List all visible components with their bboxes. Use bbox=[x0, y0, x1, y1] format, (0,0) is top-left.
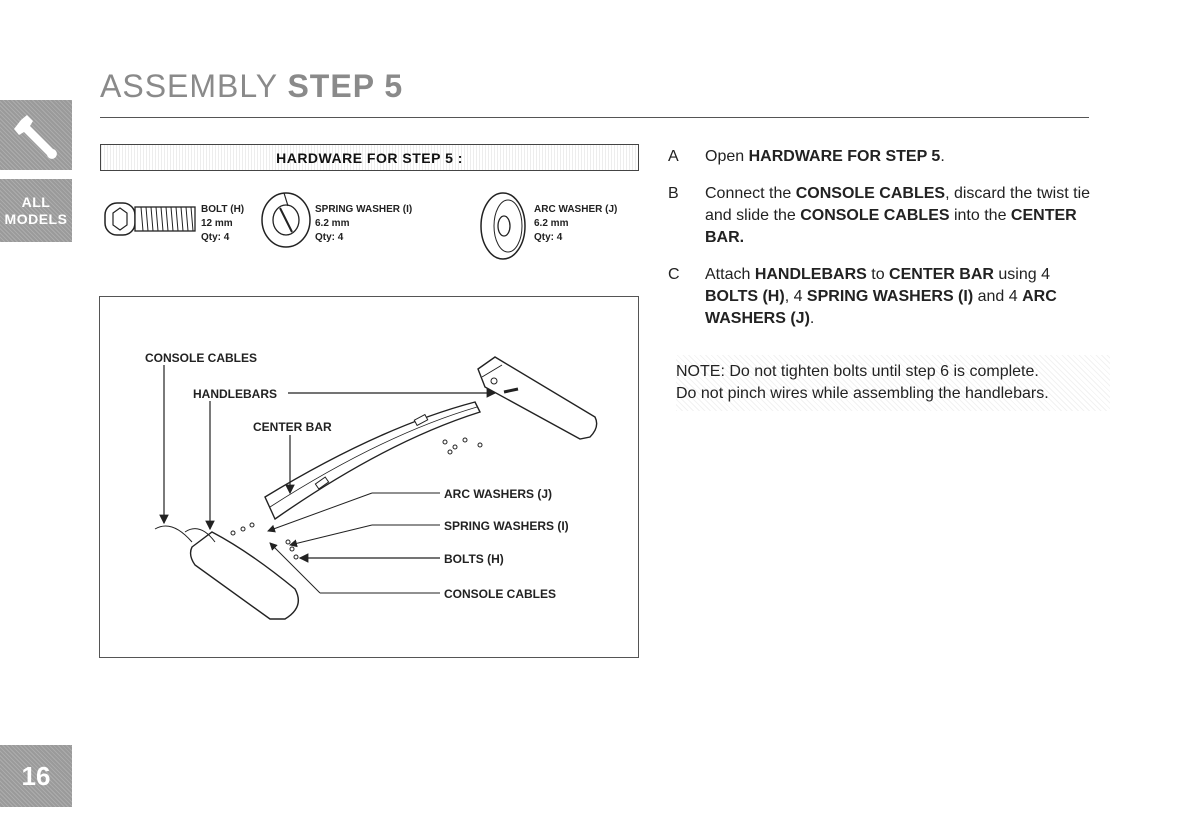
spring-washer-icon bbox=[258, 190, 314, 250]
label-center-bar: CENTER BAR bbox=[253, 420, 332, 434]
step-emphasis: ARC WASHERS (J) bbox=[705, 288, 1057, 327]
spring-washer-info bbox=[315, 203, 412, 245]
assembly-diagram bbox=[99, 296, 639, 658]
step-emphasis: BOLTS (H) bbox=[705, 288, 785, 305]
bolt-info bbox=[201, 203, 244, 245]
spring-washer-name: SPRING WASHER (I) bbox=[315, 204, 413, 215]
wrench-tab bbox=[0, 100, 72, 170]
step-text: Attach bbox=[705, 266, 755, 283]
all-models-tab bbox=[0, 179, 72, 242]
step-emphasis: HANDLEBARS bbox=[754, 266, 867, 283]
label-handlebars: HANDLEBARS bbox=[193, 387, 277, 401]
wrench-icon bbox=[11, 110, 61, 160]
spring-washer-size: 6.2 mm bbox=[315, 218, 350, 229]
bolt-icon bbox=[103, 193, 200, 245]
all-models-line1: ALL bbox=[21, 193, 51, 210]
bolt-qty: Qty: 4 bbox=[201, 232, 230, 243]
step-text: into the bbox=[949, 207, 1011, 224]
label-arc-washers: ARC WASHERS (J) bbox=[444, 487, 553, 501]
arc-washer-icon bbox=[478, 190, 528, 262]
label-console-cables-top: CONSOLE CABLES bbox=[145, 351, 258, 365]
arc-washer-info bbox=[534, 203, 617, 245]
step-text: to bbox=[866, 266, 890, 283]
label-console-cables-bottom: CONSOLE CABLES bbox=[444, 587, 557, 601]
step-emphasis: HARDWARE FOR STEP 5 bbox=[748, 148, 941, 165]
note-line-1: NOTE: Do not tighten bolts until step 6 is complete. bbox=[676, 363, 1039, 380]
arc-washer-size: 6.2 mm bbox=[534, 218, 569, 229]
step-emphasis: SPRING WASHERS (I) bbox=[806, 288, 974, 305]
label-bolts: BOLTS (H) bbox=[444, 552, 504, 566]
step-letter: A bbox=[668, 148, 679, 165]
instruction-step bbox=[668, 183, 1098, 249]
step-letter: B bbox=[668, 185, 679, 202]
title-light: ASSEMBLY bbox=[100, 68, 278, 104]
step-text: . bbox=[809, 310, 815, 327]
arc-washer-qty: Qty: 4 bbox=[534, 232, 563, 243]
step-emphasis: CENTER BAR. bbox=[705, 207, 1077, 246]
step-text: , discard the twist tie and slide the bbox=[705, 185, 1091, 224]
step-text: Connect the bbox=[705, 185, 796, 202]
step-emphasis: CENTER BAR bbox=[889, 266, 994, 283]
arc-washer-name: ARC WASHER (J) bbox=[534, 204, 618, 215]
bolt-name: BOLT (H) bbox=[201, 204, 245, 215]
label-spring-washers: SPRING WASHERS (I) bbox=[444, 519, 569, 533]
instruction-step bbox=[668, 146, 1098, 168]
step-text: using 4 bbox=[993, 266, 1050, 283]
page-number: 16 bbox=[0, 745, 72, 807]
all-models-line2: MODELS bbox=[4, 210, 68, 227]
hardware-header: HARDWARE FOR STEP 5 : bbox=[100, 144, 639, 171]
spring-washer-qty: Qty: 4 bbox=[315, 232, 344, 243]
title-bold: STEP 5 bbox=[287, 68, 404, 104]
step-text: and 4 bbox=[973, 288, 1023, 305]
note-box bbox=[676, 355, 1110, 411]
bolt-size: 12 mm bbox=[201, 218, 233, 229]
step-text: . bbox=[940, 148, 945, 165]
step-emphasis: CONSOLE CABLES bbox=[795, 185, 946, 202]
instruction-list bbox=[668, 146, 1098, 345]
note-line-2: Do not pinch wires while assembling the handlebars. bbox=[676, 385, 1049, 402]
title-divider bbox=[100, 117, 1089, 118]
step-emphasis: CONSOLE CABLES bbox=[800, 207, 950, 224]
step-text: , 4 bbox=[784, 288, 807, 305]
page-title bbox=[100, 68, 403, 105]
instruction-step bbox=[668, 264, 1098, 330]
step-text: Open bbox=[705, 148, 749, 165]
step-letter: C bbox=[668, 266, 680, 283]
